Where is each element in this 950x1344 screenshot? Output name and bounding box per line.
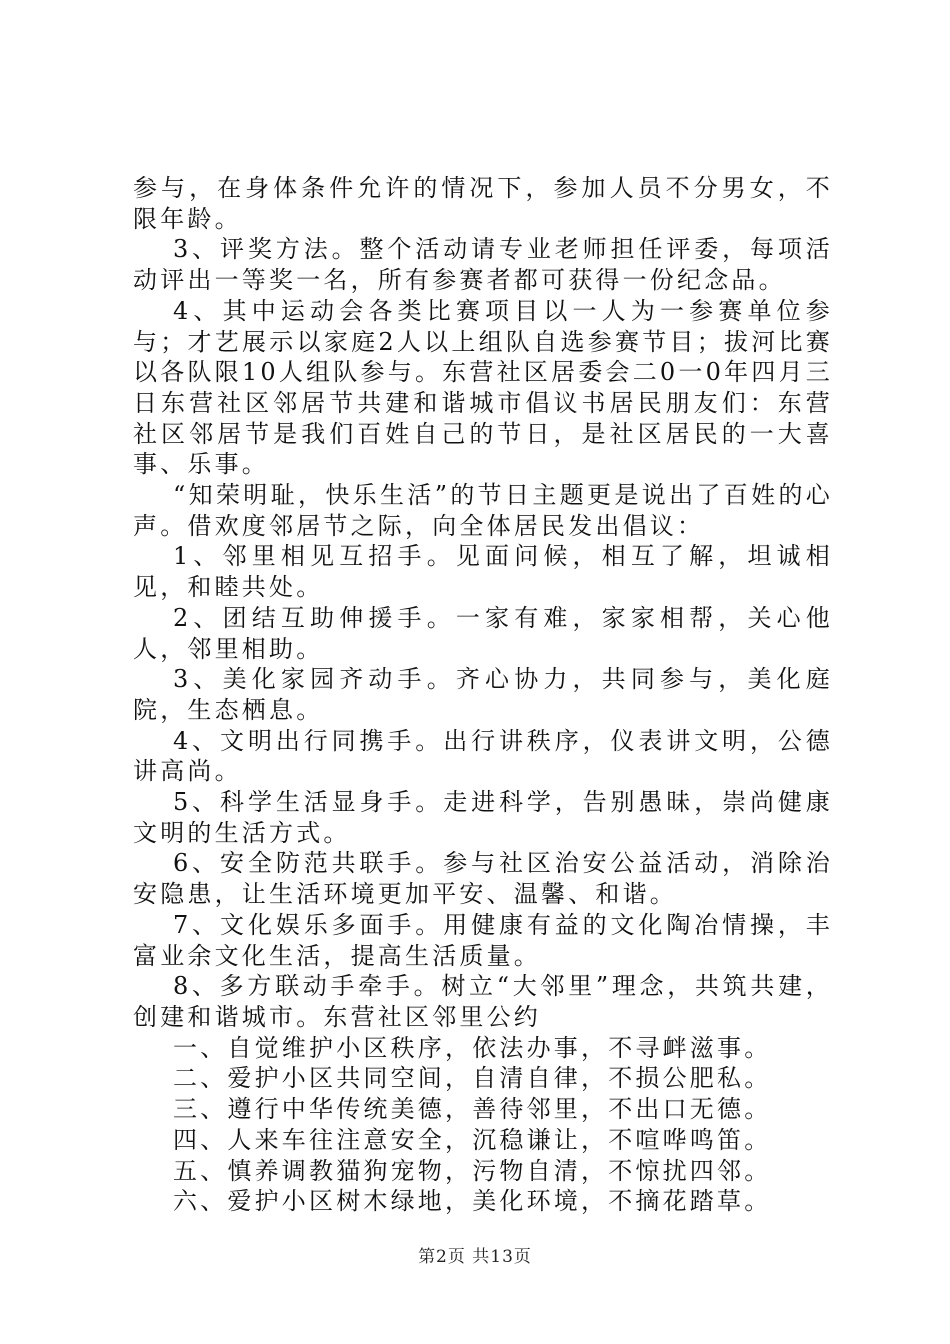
paragraph-convention-4: 四、人来车往注意安全，沉稳谦让，不喧哗鸣笛。 <box>173 1125 772 1154</box>
paragraph-proposal-3: 3、美化家园齐动手。齐心协力，共同参与，美化庭院，生态栖息。 <box>133 665 833 724</box>
paragraph-continuation: 参与，在身体条件允许的情况下，参加人员不分男女，不限年龄。 <box>133 174 833 233</box>
paragraph-convention-3: 三、遵行中华传统美德，善待邻里，不出口无德。 <box>173 1095 772 1124</box>
paragraph-convention-5: 五、慎养调教猫狗宠物，污物自清，不惊扰四邻。 <box>173 1156 772 1185</box>
paragraph-proposal-6: 6、安全防范共联手。参与社区治安公益活动，消除治安隐患，让生活环境更加平安、温馨、和谐。 <box>133 849 833 909</box>
document-body <box>133 173 833 1217</box>
paragraph-proposal-1: 1、邻里相见互招手。见面问候，相互了解，坦诚相见，和睦共处。 <box>133 542 833 602</box>
paragraph-festival-theme: “知荣明耻，快乐生活”的节日主题更是说出了百姓的心声。借欢度邻居节之际，向全体居民发出倡议： <box>133 481 833 540</box>
paragraph-proposal-5: 5、科学生活显身手。走进科学，告别愚昧，崇尚健康文明的生活方式。 <box>133 788 833 847</box>
paragraph-proposal-4: 4、文明出行同携手。出行讲秩序，仪表讲文明，公德讲高尚。 <box>133 726 833 786</box>
paragraph-participation-rules: 4、其中运动会各类比赛项目以一人为一参赛单位参与；才艺展示以家庭2人以上组队自选参赛节目；拔河比赛以各队限10人组队参与。东营社区居委会二0一0年四月三日东营社区邻居节共建和谐城市倡议书居民朋友们：东营社区邻居节是我们百姓自己的节日，是社区居民的一大喜事、乐事。 <box>133 296 833 479</box>
paragraph-convention-2: 二、爱护小区共同空间，自清自律，不损公肥私。 <box>173 1064 772 1093</box>
paragraph-proposal-7: 7、文化娱乐多面手。用健康有益的文化陶冶情操，丰富业余文化生活，提高生活质量。 <box>133 910 833 970</box>
page-number-footer: 第2页 共13页 <box>418 1247 532 1267</box>
paragraph-award-method: 3、评奖方法。整个活动请专业老师担任评委，每项活动评出一等奖一名，所有参赛者都可获得一份纪念品。 <box>133 235 833 295</box>
paragraph-proposal-8: 8、多方联动手牵手。树立“大邻里”理念，共筑共建，创建和谐城市。东营社区邻里公约 <box>133 972 833 1031</box>
paragraph-proposal-2: 2、团结互助伸援手。一家有难，家家相帮，关心他人，邻里相助。 <box>133 603 833 663</box>
paragraph-convention-1: 一、自觉维护小区秩序，依法办事，不寻衅滋事。 <box>173 1033 772 1062</box>
paragraph-convention-6: 六、爱护小区树木绿地，美化环境，不摘花踏草。 <box>173 1187 772 1216</box>
